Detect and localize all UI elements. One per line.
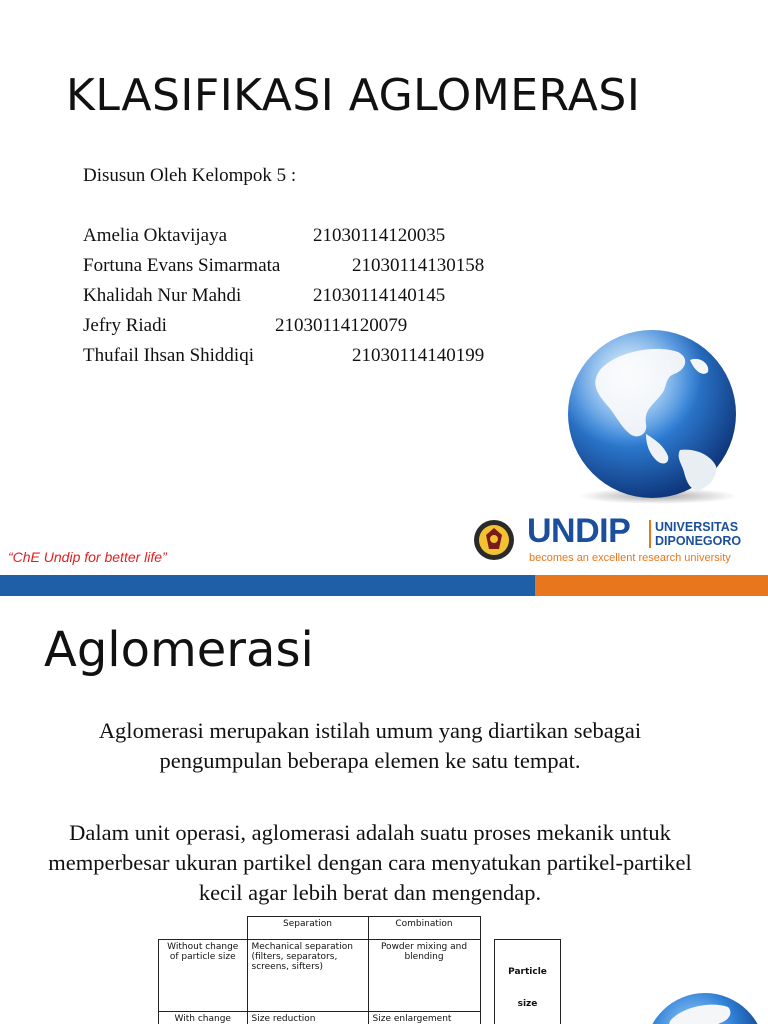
member-row <box>83 285 446 307</box>
table-row-label: With change <box>159 1012 248 1024</box>
member-name: Thufail Ihsan Shiddiqi <box>83 345 254 366</box>
member-nim: 21030114120035 <box>313 225 446 246</box>
member-nim: 21030114130158 <box>352 255 485 276</box>
table-row-label: Without change of particle size <box>159 940 248 1012</box>
member-nim: 21030114120079 <box>275 315 408 336</box>
table-empty-cell <box>495 917 561 940</box>
table-cell: Powder mixing and blending <box>368 940 480 1012</box>
globe-icon <box>630 991 768 1024</box>
table-cell: Size enlargement <box>368 1012 480 1024</box>
logo-separator <box>649 520 651 548</box>
footer-bar-orange <box>535 575 768 596</box>
paragraph: Aglomerasi merupakan istilah umum yang diartikan sebagai pengumpulan beberapa elemen ke satu tempat. <box>98 718 642 773</box>
university-line-2: DIPONEGORO <box>655 534 742 548</box>
member-row <box>83 225 446 247</box>
footer-bar-blue <box>0 575 535 596</box>
member-row <box>83 255 485 277</box>
member-name: Jefry Riadi <box>83 315 167 336</box>
table-gap <box>480 1012 495 1024</box>
university-line-1: UNIVERSITAS <box>655 520 739 534</box>
table-gap <box>480 917 495 940</box>
member-nim: 21030114140199 <box>352 345 485 366</box>
content-slide <box>0 596 768 1024</box>
member-row <box>83 345 485 367</box>
university-motto: becomes an excellent research university <box>529 552 731 564</box>
slide-title: KLASIFIKASI AGLOMERASI <box>66 70 641 121</box>
slide-title: Aglomerasi <box>44 622 314 678</box>
member-name: Fortuna Evans Simarmata <box>83 255 281 276</box>
member-row <box>83 315 408 337</box>
side-label-line: Particle <box>508 966 547 977</box>
table-side-label <box>495 940 561 1024</box>
table-gap <box>480 940 495 1012</box>
member-nim: 21030114140145 <box>313 285 446 306</box>
tagline: “ChE Undip for better life” <box>8 549 167 565</box>
undip-logo-word: UNDIP <box>527 512 631 550</box>
university-seal-icon <box>473 517 515 563</box>
university-name <box>655 520 741 548</box>
classification-table <box>158 916 561 1024</box>
author-intro: Disusun Oleh Kelompok 5 : <box>83 165 297 186</box>
member-name: Amelia Oktavijaya <box>83 225 228 246</box>
globe-icon <box>560 330 745 508</box>
table-cell: Size reduction <box>247 1012 368 1024</box>
table-header: Combination <box>368 917 480 940</box>
paragraph: Dalam unit operasi, aglomerasi adalah suatu proses mekanik untuk memperbesar ukuran partikel dengan cara menyatukan partikel-partikel kecil agar lebih berat dan mengendap. <box>48 820 692 905</box>
member-name: Khalidah Nur Mahdi <box>83 285 242 306</box>
table-cell: Mechanical separation (filters, separators, screens, sifters) <box>247 940 368 1012</box>
table-empty-cell <box>159 917 248 940</box>
side-label-line: size <box>517 998 538 1009</box>
table-header: Separation <box>247 917 368 940</box>
